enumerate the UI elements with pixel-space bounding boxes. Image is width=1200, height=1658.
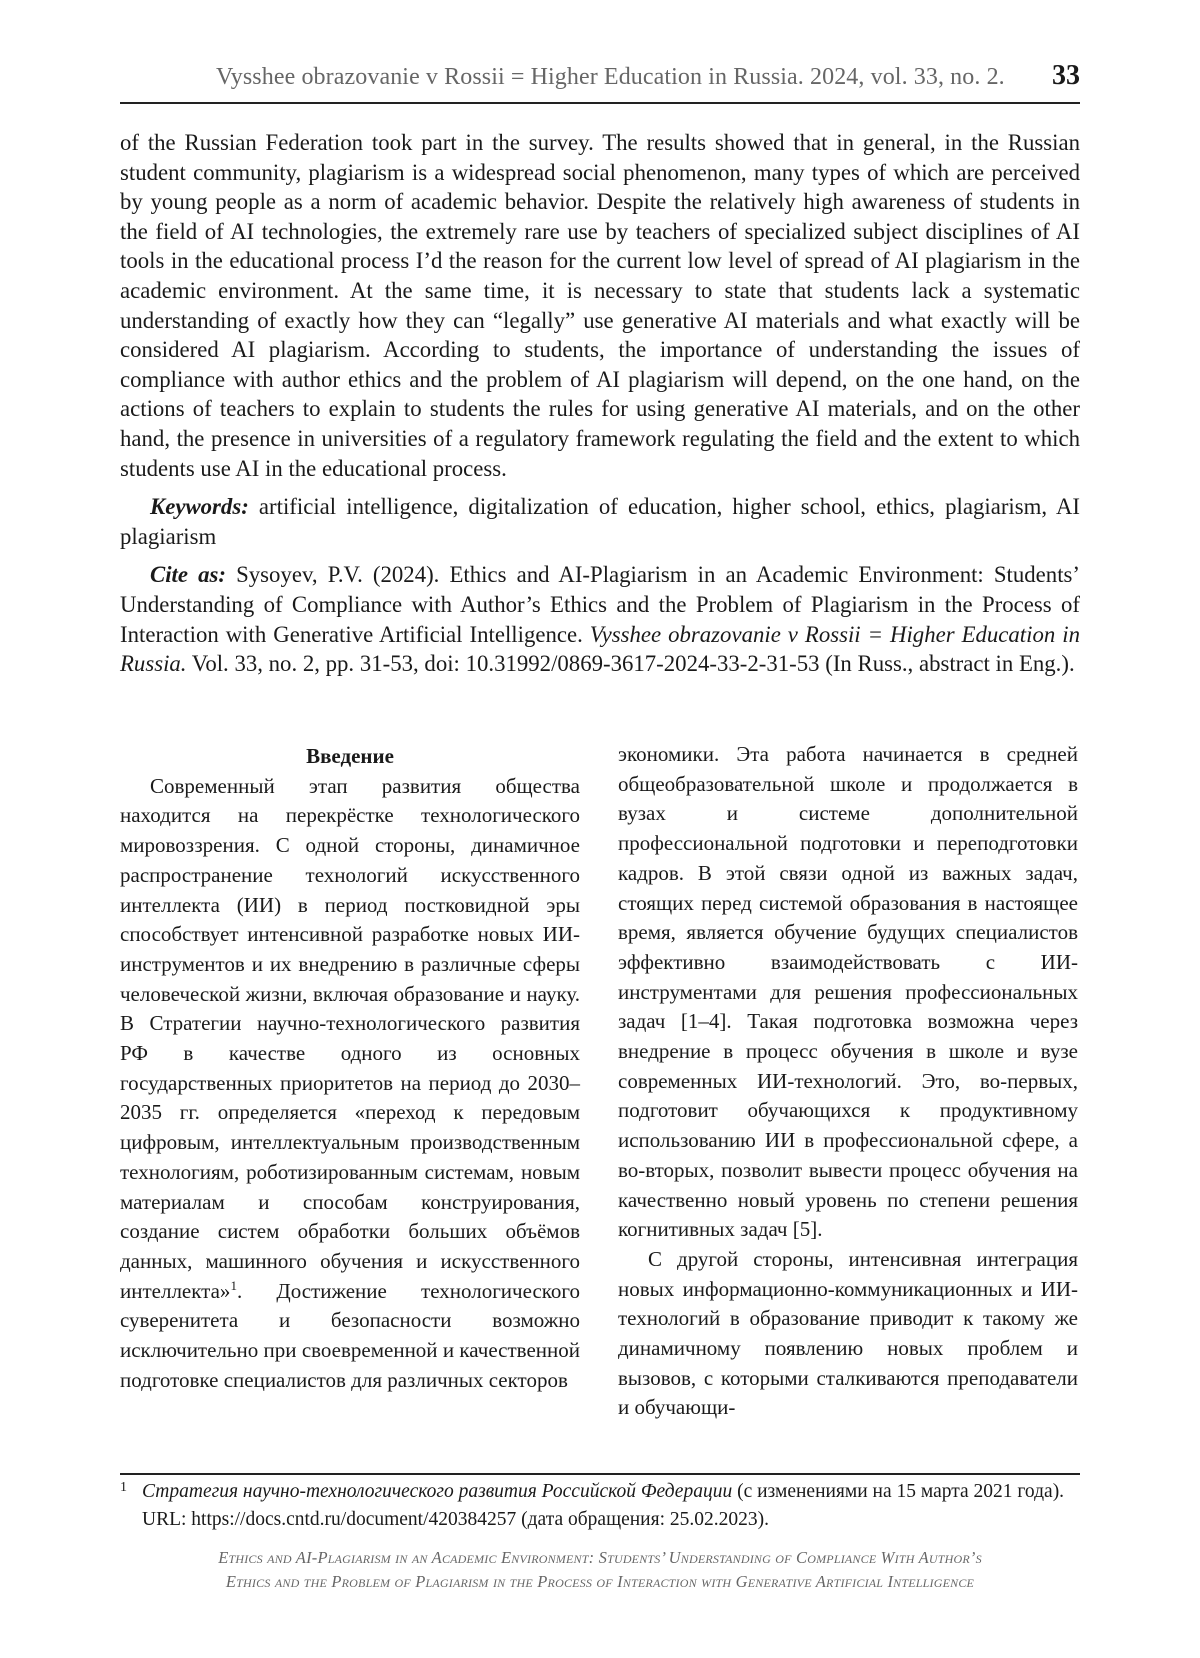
right-column bbox=[618, 740, 1078, 1423]
abstract-text: of the Russian Federation took part in the survey. The results showed that in general, in the Russian student community, plagiarism is a widespread social phenomenon, many types of which are perceived by young people as a norm of academic behavior. Despite the relatively high awareness of students in the field of AI technologies, the extremely rare use by teachers of specialized subject disciplines of AI tools in the educational process I’d the reason for the current low level of spread of AI plagiarism in the academic environment. At the same time, it is necessary to state that students lack a systematic understanding of exactly how they can “legally” use generative AI materials and what exactly will be considered AI plagiarism. According to students, the importance of understanding the issues of compliance with author ethics and the problem of AI plagiarism will depend, on the one hand, on the actions of teachers to explain to students the rules for using generative AI materials, and on the other hand, the presence in universities of a regulatory framework regulating the field and the extent to which students use AI in the educational process. bbox=[120, 130, 1080, 481]
footnote-number: 1 bbox=[120, 1480, 127, 1495]
cite-text-tail: Vol. 33, no. 2, pp. 31-53, doi: 10.31992/0869-3617-2024-33-2-31-53 (In Russ., abstract in Eng.). bbox=[191, 651, 1075, 677]
footnote-title: Стратегия научно-технологического развития Российской Федерации bbox=[142, 1481, 733, 1502]
footnote bbox=[120, 1478, 1080, 1534]
running-footer-line-2: Ethics and the Problem of Plagiarism in the Process of Interaction with Generative Artificial Intelligence bbox=[225, 1572, 975, 1591]
running-footer bbox=[120, 1546, 1080, 1594]
citation bbox=[120, 560, 1080, 678]
keywords-label: Keywords: bbox=[150, 494, 249, 520]
right-paragraph-1: экономики. Эта работа начинается в средней общеобразовательной школе и продолжается в вузах и системе дополнительной профессиональной подготовки и переподготовки кадров. В этой связи одной из важных задач, стоящих перед системой образования в настоящее время, является обучение будущих специалистов эффективно взаимодействовать с ИИ-инструментами для решения профессиональных задач [1–4]. Такая подготовка возможна через внедрение в процесс обучения в школе и вузе современных ИИ-технологий. Это, во-первых, подготовит обучающихся к продуктивному использованию ИИ в профессиональной сфере, а во-вторых, позволит вывести процесс обучения на качественно новый уровень по степени решения когнитивных задач [5]. bbox=[618, 742, 1078, 1242]
footnote-text bbox=[142, 1478, 1080, 1534]
cite-text: Sysoyev, P.V. (2024). Ethics and AI-Plagiarism in an Academic Environment: Students’ Understanding of Compliance with Author’s Ethics and the Problem of Plagiarism in the Process of Interaction with Generative Artificial Intelligence. bbox=[120, 562, 1080, 647]
journal-title: Vysshee obrazovanie v Rossii = Higher Education in Russia. 2024, vol. 33, no. 2. bbox=[216, 64, 1005, 90]
keywords bbox=[120, 492, 1080, 551]
cite-journal: Vysshee obrazovanie v Rossii = Higher Education in Russia. bbox=[120, 621, 1080, 677]
footnote-ref[interactable]: 1 bbox=[230, 1277, 237, 1293]
footnote-body[interactable]: (с изменениями на 15 марта 2021 года). URL: https://docs.cntd.ru/document/420384257 (дата обращения: 25.02.2023). bbox=[142, 1481, 1065, 1530]
left-column bbox=[120, 742, 580, 1395]
abstract-block bbox=[120, 128, 1080, 679]
left-paragraph-text: Современный этап развития общества находится на перекрёстке технологического мировоззрения. С одной стороны, динамичное распространение технологий искусственного интеллекта (ИИ) в период постковидной эры способствует интенсивной разработке новых ИИ-инструментов и их внедрению в различные сферы человеческой жизни, включая образование и науку. В Стратегии научно-технологического развития РФ в качестве одного из основных государственных приоритетов на период до 2030–2035 гг. определяется «переход к передовым цифровым, интеллектуальным производственным технологиям, роботизированным системам, новым материалам и способам конструирования, создание систем обработки больших объёмов данных, машинного обучения и искусственного интеллекта» bbox=[120, 773, 580, 1303]
left-paragraph bbox=[120, 772, 580, 1396]
right-paragraph-2: С другой стороны, интенсивная интеграция новых информационно-коммуникационных и ИИ-технологий в образование приводит к такому же динамичному появлению новых проблем и вызовов, с которыми сталкиваются преподаватели и обучающи- bbox=[618, 1246, 1078, 1420]
section-title: Введение bbox=[306, 744, 394, 768]
keywords-text: artificial intelligence, digitalization of education, higher school, ethics, plagiarism, AI plagiarism bbox=[120, 494, 1080, 549]
footnote-divider bbox=[120, 1473, 1080, 1475]
running-footer-line-1: Ethics and AI-Plagiarism in an Academic Environment: Students’ Understanding of Compliance With Author’s bbox=[218, 1548, 982, 1567]
cite-label: Cite as: bbox=[150, 562, 226, 588]
left-paragraph-tail: . Достижение технологического суверенитета и безопасности возможно исключительно при своевременной и качественной подготовке специалистов для различных секторов bbox=[120, 1278, 580, 1392]
page-header bbox=[120, 58, 1080, 104]
page-number: 33 bbox=[1052, 60, 1080, 91]
